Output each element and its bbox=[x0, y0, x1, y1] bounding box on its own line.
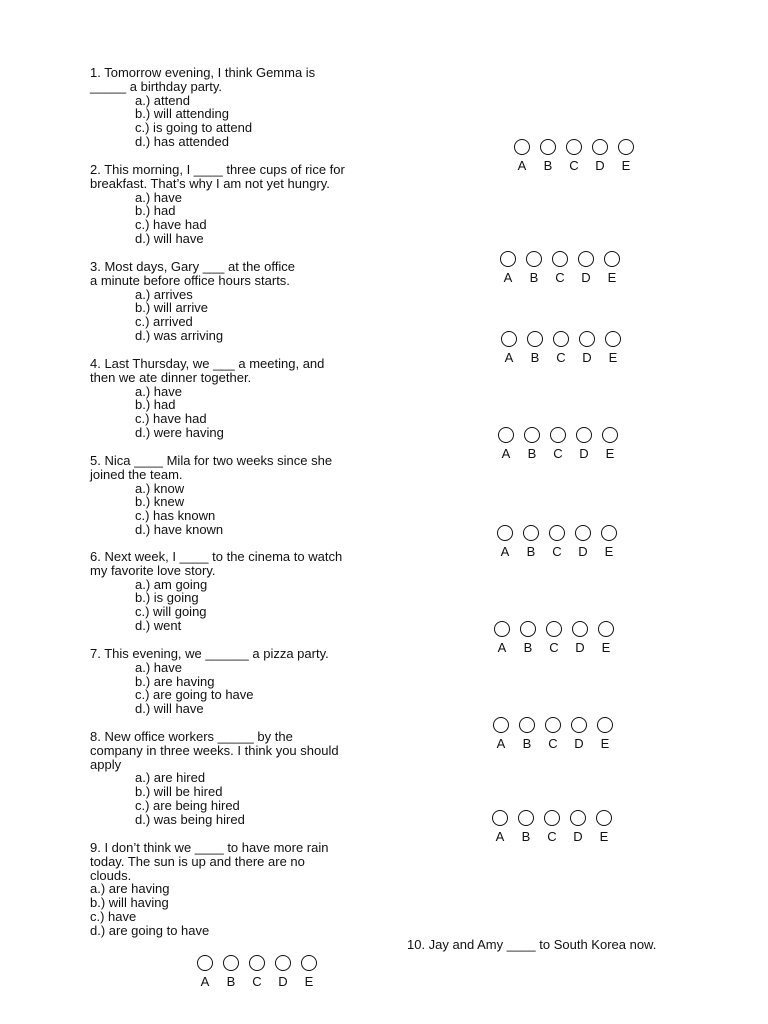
option-c: c.) have bbox=[90, 908, 137, 924]
stem-line: 7. This evening, we ______ a pizza party. bbox=[90, 646, 329, 661]
answer-bubble-e[interactable] bbox=[602, 427, 618, 443]
answer-bubble-label: D bbox=[579, 446, 589, 461]
answer-bubble-d[interactable] bbox=[571, 717, 587, 733]
stem-line: _____ a birthday party. bbox=[90, 78, 223, 94]
answer-bubble-label: D bbox=[581, 270, 591, 285]
stem-line: company in three weeks. I think you should bbox=[90, 742, 339, 758]
answer-bubble-label: E bbox=[605, 446, 615, 461]
question-1 bbox=[90, 66, 380, 149]
answer-bubble-a[interactable] bbox=[494, 621, 510, 637]
answer-bubble-d[interactable] bbox=[572, 621, 588, 637]
answer-bubble-c[interactable] bbox=[553, 331, 569, 347]
option-a: a.) have bbox=[135, 383, 182, 399]
answer-bubble-label: D bbox=[582, 350, 592, 365]
answer-bubble-b[interactable] bbox=[526, 251, 542, 267]
question-3 bbox=[90, 260, 380, 343]
answer-bubbles-8 bbox=[492, 810, 632, 844]
question-6 bbox=[90, 550, 380, 633]
question-5 bbox=[90, 454, 380, 537]
stem-line: 6. Next week, I ____ to the cinema to watch bbox=[90, 549, 343, 564]
answer-bubble-d[interactable] bbox=[275, 955, 291, 971]
answer-bubble-c[interactable] bbox=[544, 810, 560, 826]
option-a: a.) arrives bbox=[135, 286, 193, 302]
question-2 bbox=[90, 163, 380, 246]
answer-bubbles-6 bbox=[494, 621, 634, 655]
option-d: d.) will have bbox=[135, 230, 204, 246]
question-stem bbox=[90, 66, 380, 94]
option-c: c.) is going to attend bbox=[135, 120, 253, 136]
answer-bubble-label: D bbox=[575, 640, 585, 655]
stem-line: 4. Last Thursday, we ___ a meeting, and bbox=[90, 356, 325, 371]
answer-bubble-label: C bbox=[555, 270, 565, 285]
answer-bubble-label: B bbox=[522, 736, 532, 751]
answer-bubble-e[interactable] bbox=[597, 717, 613, 733]
option-b: b.) had bbox=[135, 203, 176, 219]
option-d: d.) have known bbox=[135, 521, 224, 537]
answer-bubbles-3 bbox=[501, 331, 641, 365]
option-a: a.) attend bbox=[135, 92, 190, 108]
option-d: d.) was being hired bbox=[135, 811, 245, 827]
answer-bubble-label: E bbox=[621, 158, 631, 173]
answer-bubble-label: E bbox=[600, 736, 610, 751]
option-a: a.) know bbox=[135, 480, 185, 496]
answer-bubble-label: E bbox=[599, 829, 609, 844]
stem-line: 8. New office workers _____ by the bbox=[90, 729, 293, 744]
answer-bubble-a[interactable] bbox=[497, 525, 513, 541]
question-stem bbox=[90, 647, 380, 661]
answer-bubbles-4 bbox=[498, 427, 638, 461]
answer-bubble-c[interactable] bbox=[546, 621, 562, 637]
answer-bubble-e[interactable] bbox=[301, 955, 317, 971]
answer-bubble-d[interactable] bbox=[578, 251, 594, 267]
answer-bubble-e[interactable] bbox=[596, 810, 612, 826]
answer-bubble-d[interactable] bbox=[575, 525, 591, 541]
question-stem bbox=[90, 260, 380, 288]
option-c: c.) has known bbox=[135, 508, 216, 524]
answer-bubbles-5 bbox=[497, 525, 637, 559]
answer-bubbles-9 bbox=[197, 955, 337, 989]
question-stem bbox=[90, 730, 380, 771]
option-c: c.) have had bbox=[135, 411, 207, 427]
answer-bubble-label: A bbox=[496, 736, 506, 751]
option-b: b.) is going bbox=[135, 590, 199, 606]
question-7 bbox=[90, 647, 380, 716]
option-a: a.) are hired bbox=[135, 770, 206, 786]
answer-bubbles-1 bbox=[514, 139, 654, 173]
answer-bubble-label: A bbox=[200, 974, 210, 989]
answer-bubble-label: A bbox=[503, 270, 513, 285]
answer-bubble-label: A bbox=[497, 640, 507, 655]
stem-line: a minute before office hours starts. bbox=[90, 272, 290, 288]
option-d: d.) were having bbox=[135, 424, 224, 440]
answer-bubble-b[interactable] bbox=[540, 139, 556, 155]
answer-bubble-label: B bbox=[527, 446, 537, 461]
answer-bubble-c[interactable] bbox=[550, 427, 566, 443]
question-stem bbox=[90, 841, 380, 882]
stem-line: 2. This morning, I ____ three cups of rice for bbox=[90, 162, 345, 177]
stem-line: 5. Nica ____ Mila for two weeks since she bbox=[90, 453, 333, 468]
answer-bubble-label: A bbox=[517, 158, 527, 173]
answer-bubble-label: D bbox=[574, 736, 584, 751]
answer-bubble-label: D bbox=[578, 544, 588, 559]
answer-bubble-d[interactable] bbox=[592, 139, 608, 155]
stem-line: breakfast. That’s why I am not yet hungry. bbox=[90, 175, 330, 191]
answer-bubble-label: A bbox=[504, 350, 514, 365]
answer-bubble-b[interactable] bbox=[523, 525, 539, 541]
answer-bubble-c[interactable] bbox=[549, 525, 565, 541]
answer-bubble-label: A bbox=[495, 829, 505, 844]
answer-bubble-label: D bbox=[278, 974, 288, 989]
answer-bubble-a[interactable] bbox=[514, 139, 530, 155]
answer-bubbles-7 bbox=[493, 717, 633, 751]
answer-bubble-b[interactable] bbox=[223, 955, 239, 971]
answer-bubble-c[interactable] bbox=[545, 717, 561, 733]
option-b: b.) will arrive bbox=[135, 300, 208, 316]
answer-bubble-label: B bbox=[543, 158, 553, 173]
answer-bubble-label: C bbox=[548, 736, 558, 751]
answer-bubble-label: C bbox=[549, 640, 559, 655]
answer-bubble-label: A bbox=[500, 544, 510, 559]
answer-bubble-a[interactable] bbox=[498, 427, 514, 443]
answer-bubble-label: E bbox=[607, 270, 617, 285]
answer-bubble-d[interactable] bbox=[579, 331, 595, 347]
answer-bubble-b[interactable] bbox=[520, 621, 536, 637]
question-10-stem: 10. Jay and Amy ____ to South Korea now. bbox=[407, 937, 657, 952]
question-9 bbox=[90, 841, 380, 938]
answer-bubble-label: C bbox=[553, 446, 563, 461]
answer-bubble-label: D bbox=[573, 829, 583, 844]
option-c: c.) arrived bbox=[135, 314, 193, 330]
answer-bubble-a[interactable] bbox=[492, 810, 508, 826]
question-stem bbox=[90, 357, 380, 385]
question-stem bbox=[90, 454, 380, 482]
answer-bubble-label: C bbox=[547, 829, 557, 844]
option-b: b.) will attending bbox=[135, 106, 229, 122]
answer-bubble-b[interactable] bbox=[524, 427, 540, 443]
option-b: b.) are having bbox=[135, 673, 215, 689]
answer-bubble-c[interactable] bbox=[249, 955, 265, 971]
stem-line: then we ate dinner together. bbox=[90, 369, 252, 385]
answer-bubble-label: B bbox=[523, 640, 533, 655]
option-a: a.) am going bbox=[135, 576, 208, 592]
stem-line: joined the team. bbox=[90, 466, 183, 482]
answer-bubble-d[interactable] bbox=[570, 810, 586, 826]
answer-bubble-b[interactable] bbox=[519, 717, 535, 733]
option-b: b.) will be hired bbox=[135, 784, 223, 800]
option-d: d.) was arriving bbox=[135, 327, 224, 343]
option-d: d.) are going to have bbox=[90, 922, 210, 938]
option-b: b.) will having bbox=[90, 895, 169, 911]
answer-bubble-b[interactable] bbox=[518, 810, 534, 826]
answer-bubble-d[interactable] bbox=[576, 427, 592, 443]
answer-bubble-label: C bbox=[569, 158, 579, 173]
stem-line: 3. Most days, Gary ___ at the office bbox=[90, 259, 295, 274]
answer-bubble-e[interactable] bbox=[618, 139, 634, 155]
answer-bubble-a[interactable] bbox=[500, 251, 516, 267]
option-c: c.) are going to have bbox=[135, 687, 254, 703]
answer-bubble-label: B bbox=[530, 350, 540, 365]
answer-bubble-label: E bbox=[604, 544, 614, 559]
option-a: a.) have bbox=[135, 189, 182, 205]
answer-bubble-label: A bbox=[501, 446, 511, 461]
question-stem bbox=[90, 550, 380, 578]
option-b: b.) knew bbox=[135, 494, 185, 510]
stem-line: 1. Tomorrow evening, I think Gemma is bbox=[90, 65, 316, 80]
answer-bubble-a[interactable] bbox=[501, 331, 517, 347]
stem-line: today. The sun is up and there are no bbox=[90, 853, 305, 869]
answer-bubble-e[interactable] bbox=[605, 331, 621, 347]
option-d: d.) has attended bbox=[135, 133, 229, 149]
answer-bubble-label: E bbox=[608, 350, 618, 365]
question-8 bbox=[90, 730, 380, 827]
answer-bubble-label: D bbox=[595, 158, 605, 173]
answer-bubble-label: B bbox=[226, 974, 236, 989]
answer-bubbles-2 bbox=[500, 251, 640, 285]
question-4 bbox=[90, 357, 380, 440]
answer-bubble-label: E bbox=[304, 974, 314, 989]
answer-bubble-label: B bbox=[521, 829, 531, 844]
answer-bubble-label: C bbox=[556, 350, 566, 365]
stem-line: 9. I don’t think we ____ to have more rain bbox=[90, 840, 329, 855]
option-d: d.) went bbox=[135, 617, 182, 633]
answer-bubble-label: B bbox=[529, 270, 539, 285]
option-d: d.) will have bbox=[135, 701, 204, 717]
option-a: a.) are having bbox=[90, 881, 170, 897]
question-stem bbox=[90, 163, 380, 191]
option-c: c.) have had bbox=[135, 217, 207, 233]
answer-bubble-b[interactable] bbox=[527, 331, 543, 347]
answer-bubble-label: B bbox=[526, 544, 536, 559]
answer-bubble-e[interactable] bbox=[604, 251, 620, 267]
stem-line: my favorite love story. bbox=[90, 562, 216, 578]
answer-bubble-a[interactable] bbox=[493, 717, 509, 733]
answer-bubble-e[interactable] bbox=[598, 621, 614, 637]
stem-line: clouds. bbox=[90, 867, 132, 883]
answer-bubble-e[interactable] bbox=[601, 525, 617, 541]
answer-bubble-c[interactable] bbox=[552, 251, 568, 267]
option-c: c.) are being hired bbox=[135, 797, 240, 813]
option-a: a.) have bbox=[135, 659, 182, 675]
answer-bubble-c[interactable] bbox=[566, 139, 582, 155]
answer-bubble-label: E bbox=[601, 640, 611, 655]
option-b: b.) had bbox=[135, 397, 176, 413]
stem-line: apply bbox=[90, 756, 122, 772]
option-c: c.) will going bbox=[135, 604, 207, 620]
answer-bubble-label: C bbox=[252, 974, 262, 989]
answer-bubble-label: C bbox=[552, 544, 562, 559]
answer-bubble-a[interactable] bbox=[197, 955, 213, 971]
